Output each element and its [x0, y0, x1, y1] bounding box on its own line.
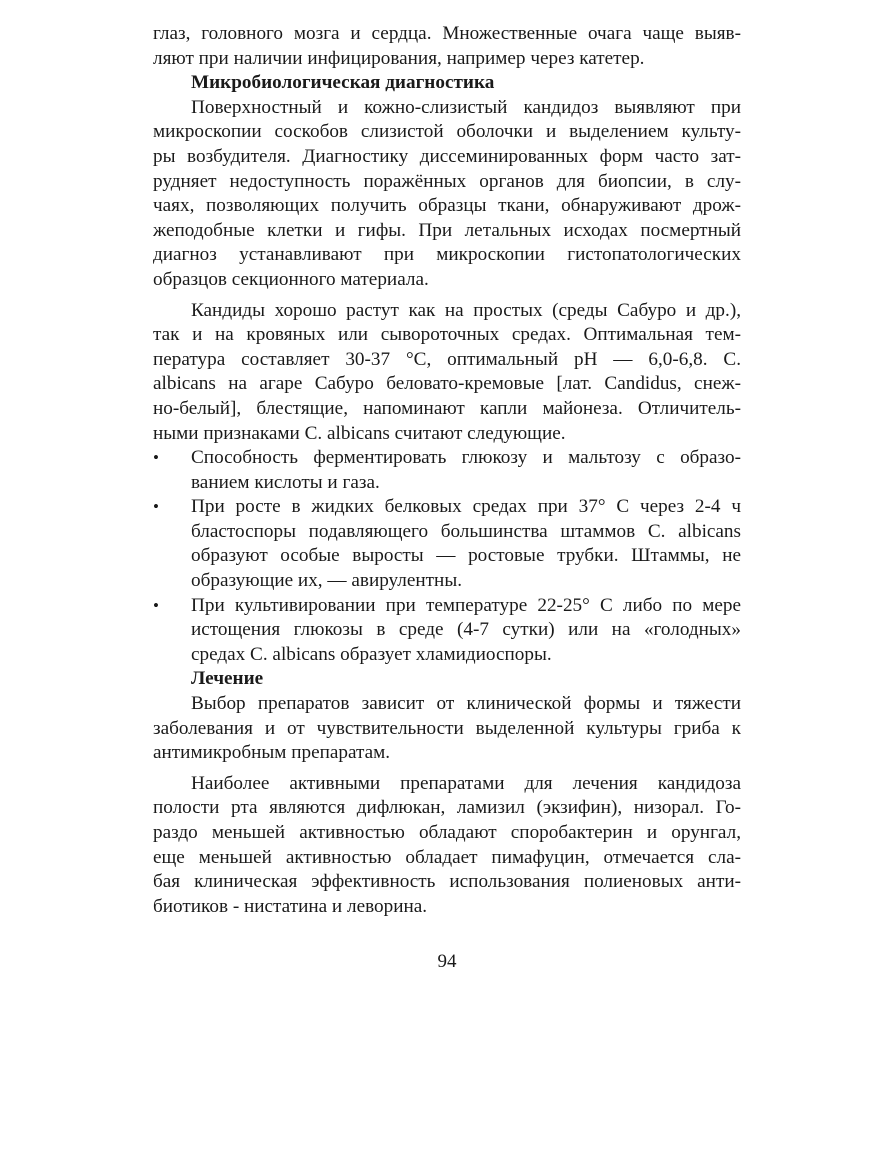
paragraph-active-drugs [153, 772, 741, 920]
text-line: ры возбудителя. Диагностику диссеминированных форм часто зат- [153, 145, 741, 167]
text-line: рудняет недоступность поражённых органов для биопсии, в слу- [153, 170, 741, 192]
text-line: При росте в жидких белковых средах при 37° С через 2-4 ч [191, 496, 741, 518]
text-line: При культивировании при температуре 22-25° С либо по мере [191, 594, 741, 616]
text-line: образцов секционного материала. [153, 268, 429, 290]
text-line: микроскопии соскобов слизистой оболочки и выделением культу- [153, 121, 741, 143]
text-line: диагноз устанавливают при микроскопии гистопатологических [153, 244, 741, 266]
text-line: ными признаками С. albicans считают следующие. [153, 422, 566, 444]
text-line: жеподобные клетки и гифы. При летальных исходах посмертный [153, 219, 741, 241]
paragraph-microscopy [153, 96, 741, 293]
list-item [153, 446, 741, 495]
text-line: истощения глюкозы в среде (4-7 сутки) или на «голодных» [191, 619, 741, 641]
text-line: бая клиническая эффективность использования полиеновых анти- [153, 871, 741, 893]
paragraph-intro [153, 22, 741, 71]
text-line: ванием кислоты и газа. [191, 471, 380, 493]
text-line: Поверхностный и кожно-слизистый кандидоз выявляют при [191, 96, 741, 118]
text-line: Наиболее активными препаратами для лечения кандидоза [191, 772, 741, 794]
text-line: глаз, головного мозга и сердца. Множественные очага чаще выяв- [153, 23, 741, 44]
text-line: бластоспоры подавляющего большинства штаммов С. albicans [191, 520, 741, 542]
text-line: средах С. albicans образует хламидиоспоры. [191, 643, 552, 665]
text-line: образующие их, — авирулентны. [191, 570, 463, 592]
bullet-list [153, 446, 741, 667]
text-line: чаях, позволяющих получить образцы ткани, обнаруживают дрож- [153, 195, 741, 217]
text-line: Выбор препаратов зависит от клинической формы и тяжести [191, 693, 741, 715]
paragraph-drug-choice [153, 692, 741, 766]
text-line: Способность ферментировать глюкозу и мальтозу с образо- [191, 447, 741, 469]
heading-treatment: Лечение [191, 668, 264, 690]
bullet-dot-icon: • [153, 595, 159, 615]
text-line: антимикробным препаратам. [153, 742, 391, 764]
paragraph-growth [153, 299, 741, 447]
page-number: 94 [437, 951, 457, 972]
text-line: раздо меньшей активностью обладают споробактерин и орунгал, [153, 822, 741, 843]
text-line: так и на кровяных или сывороточных средах. Оптимальная тем- [153, 324, 741, 346]
text-line: Кандиды хорошо растут как на простых (среды Сабуро и др.), [191, 299, 741, 321]
text-line: биотиков - нистатина и леворина. [153, 895, 428, 917]
text-line: albicans на агаре Сабуро беловато-кремовые [лат. Candidus, снеж- [153, 373, 741, 395]
text-line: образуют особые выросты — ростовые трубки. Штаммы, не [191, 545, 741, 567]
text-line: пература составляет 30-37 °С, оптимальный pH — 6,0-6,8. С. [153, 348, 741, 370]
text-line: заболевания и от чувствительности выделенной культуры гриба к [153, 717, 741, 739]
text-line: но-белый], блестящие, напоминают капли майонеза. Отличитель- [153, 397, 741, 419]
list-item [153, 495, 741, 593]
heading-microbiological-diagnostics: Микробиологическая диагностика [191, 72, 495, 94]
page-body [153, 22, 741, 919]
bullet-dot-icon: • [153, 448, 159, 468]
text-line: еще меньшей активностью обладает пимафуцин, отмечается сла- [153, 846, 741, 868]
text-line: ляют при наличии инфицирования, например через катетер. [153, 47, 645, 69]
text-line: полости рта являются дифлюкан, ламизил (экзифин), низорал. Го- [153, 797, 741, 819]
list-item [153, 594, 741, 668]
bullet-dot-icon: • [153, 497, 159, 517]
